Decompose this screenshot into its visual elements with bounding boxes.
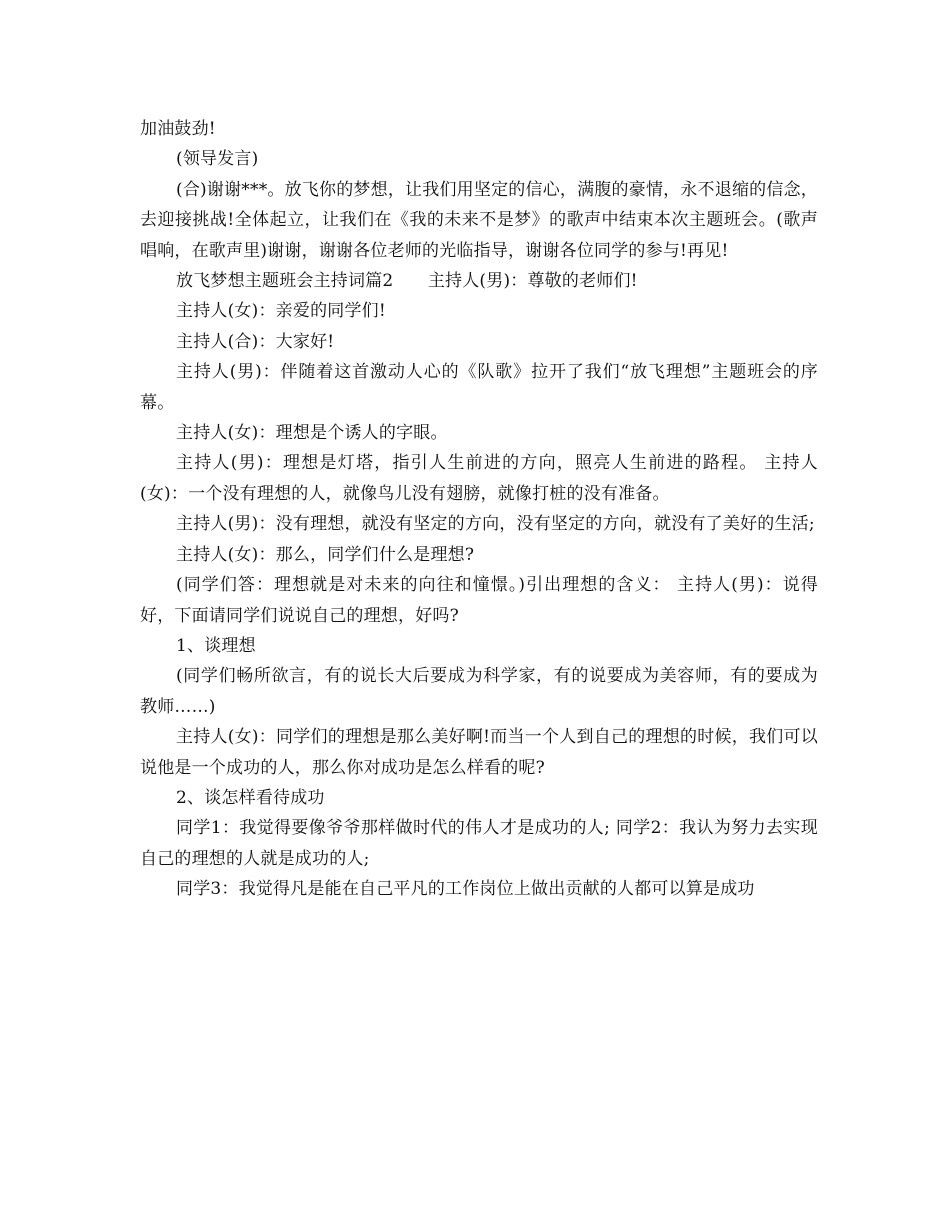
paragraph-host-joint-greeting: 主持人(合)：大家好! [176, 331, 335, 352]
paragraph-student-3: 同学3：我觉得凡是能在自己平凡的工作岗位上做出贡献的人都可以算是成功 [176, 879, 755, 900]
paragraph-host-male-opening: 主持人(男)：伴随着这首激动人心的《队歌》拉开了我们“放飞理想”主题班会的序幕。 [140, 362, 818, 413]
paragraph-section-heading: 放飞梦想主题班会主持词篇2 主持人(男)：尊敬的老师们! [176, 271, 638, 292]
paragraph-host-success-question: 主持人(女)：同学们的理想是那么美好啊!而当一个人到自己的理想的时候，我们可以说他是一个成功的人，那么你对成功是怎么样看的呢? [140, 727, 818, 778]
paragraph-host-lighthouse: 主持人(男)：理想是灯塔，指引人生前进的方向，照亮人生前进的路程。 主持人(女)：一个没有理想的人，就像鸟儿没有翅膀，就像打桩的没有准备。 [140, 453, 818, 504]
paragraph-host-direction: 主持人(男)：没有理想，就没有坚定的方向，没有坚定的方向，就没有了美好的生活; [176, 514, 815, 535]
paragraph-students-ideals: (同学们畅所欲言，有的说长大后要成为科学家，有的说要成为美容师，有的要成为教师……) [140, 666, 818, 717]
paragraph-topic-1: 1、谈理想 [176, 635, 256, 656]
paragraph-host-question: 主持人(女)：那么，同学们什么是理想? [176, 544, 475, 565]
paragraph-topic-2: 2、谈怎样看待成功 [176, 787, 325, 808]
paragraph-students-answer: (同学们答：理想就是对未来的向往和憧憬。)引出理想的含义： 主持人(男)：说得好，下面请同学们说说自己的理想，好吗? [140, 575, 818, 626]
paragraph-cheer: 加油鼓劲! [140, 119, 216, 139]
paragraph-leader-speech: (领导发言) [176, 149, 259, 170]
paragraph-student-1-2: 同学1：我觉得要像爷爷那样做时代的伟人才是成功的人; 同学2：我认为努力去实现自己的理想的人就是成功的人; [140, 818, 818, 869]
paragraph-closing-thanks: (合)谢谢***。放飞你的梦想，让我们用坚定的信心，满腹的豪情，永不退缩的信念，去迎接挑战!全体起立，让我们在《我的未来不是梦》的歌声中结束本次主题班会。(歌声唱响，在歌声里)谢谢，谢谢各位老师的光临指导，谢谢各位同学的参与!再见! [140, 179, 818, 261]
paragraph-host-female-ideal: 主持人(女)：理想是个诱人的字眼。 [176, 423, 448, 444]
paragraph-host-female-greeting: 主持人(女)：亲爱的同学们! [176, 301, 386, 322]
